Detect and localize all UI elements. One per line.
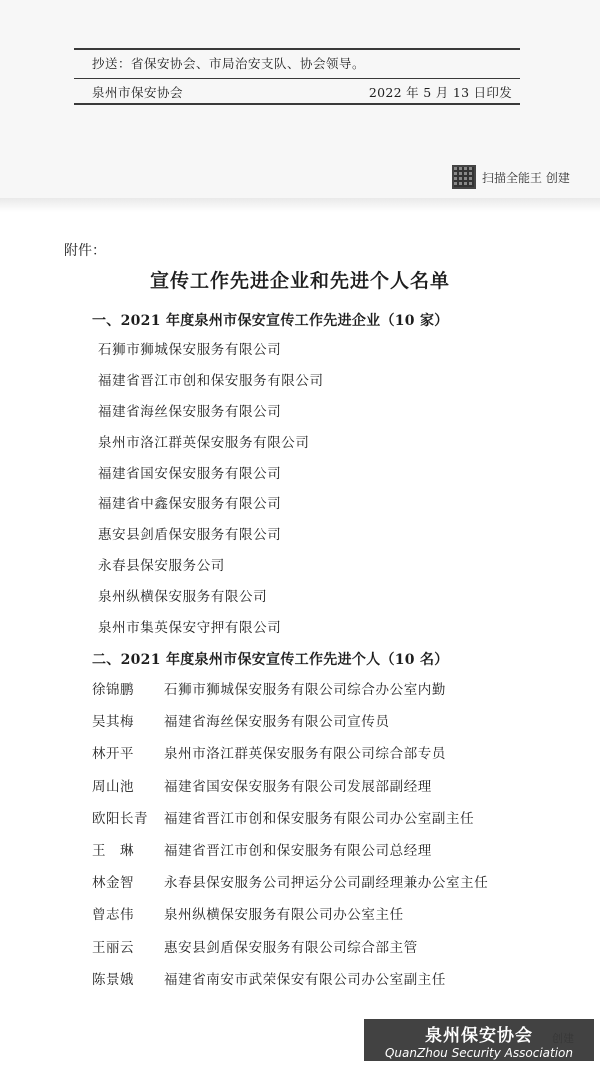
list-item (92, 938, 488, 970)
individual-list (92, 680, 488, 1002)
person-name: 林金智 (92, 875, 134, 892)
print-date: 2022 年 5 月 13 日印发 (368, 85, 512, 100)
person-title: 泉州市洛江群英保安服务有限公司综合部专员 (164, 746, 446, 763)
person-title: 福建省晋江市创和保安服务有限公司总经理 (164, 842, 432, 859)
section-heading-companies: 一、2021 年度泉州市保安宣传工作先进企业（10 家） (92, 313, 449, 329)
company-list (98, 340, 324, 649)
person-title: 福建省晋江市创和保安服务有限公司办公室副主任 (164, 810, 475, 827)
person-name: 吴其梅 (92, 714, 134, 731)
list-item (92, 970, 488, 1002)
watermark-chinese: 泉州保安协会 (425, 1026, 533, 1046)
bottom-rule (74, 103, 520, 105)
person-title: 福建省南安市武荣保安有限公司办公室副主任 (164, 971, 446, 988)
cc-line: 抄送：省保安协会、市局治安支队、协会领导。 (92, 56, 366, 71)
person-name: 曾志伟 (92, 907, 134, 924)
previous-page-footer (0, 0, 600, 200)
person-name: 周山池 (92, 778, 134, 795)
person-name: 陈景娥 (92, 971, 134, 988)
list-item (92, 777, 488, 809)
person-title: 福建省国安保安服务有限公司发展部副经理 (164, 778, 432, 795)
person-name: 林开平 (92, 746, 134, 763)
person-title: 石狮市狮城保安服务有限公司综合办公室内勤 (164, 682, 446, 698)
attachment-label: 附件： (64, 243, 106, 259)
list-item: 泉州纵横保安服务有限公司 (98, 589, 268, 606)
person-title: 惠安县剑盾保安服务有限公司综合部主管 (164, 939, 418, 956)
list-item (92, 873, 488, 905)
list-item: 福建省海丝保安服务有限公司 (98, 403, 282, 420)
list-item (92, 905, 488, 937)
issuer-name: 泉州市保安协会 (92, 85, 184, 100)
person-name: 徐锦鹏 (92, 682, 134, 698)
qr-code-icon (452, 165, 476, 189)
list-item: 石狮市狮城保安服务有限公司 (98, 342, 282, 358)
section-heading-individuals: 二、2021 年度泉州市保安宣传工作先进个人（10 名） (92, 652, 449, 668)
person-title: 永春县保安服务公司押运分公司副经理兼办公室主任 (164, 875, 489, 892)
list-item: 永春县保安服务公司 (98, 558, 225, 575)
list-item: 泉州市集英保安守押有限公司 (98, 620, 282, 637)
document-title: 宣传工作先进企业和先进个人名单 (149, 270, 450, 292)
list-item: 福建省晋江市创和保安服务有限公司 (98, 372, 324, 389)
person-title: 泉州纵横保安服务有限公司办公室主任 (164, 907, 404, 924)
list-item (92, 744, 488, 776)
person-name: 欧阳长青 (92, 810, 148, 827)
person-name: 王丽云 (92, 939, 134, 956)
list-item: 泉州市洛江群英保安服务有限公司 (98, 434, 310, 451)
page-separator (0, 198, 600, 212)
list-item (92, 712, 488, 744)
list-item: 惠安县剑盾保安服务有限公司 (98, 527, 282, 544)
person-title: 福建省海丝保安服务有限公司宣传员 (164, 714, 390, 731)
list-item: 福建省国安保安服务有限公司 (98, 465, 282, 482)
watermark-english: QuanZhou Security Association (384, 1046, 573, 1060)
list-item (92, 680, 488, 712)
person-name: 王 琳 (92, 842, 134, 859)
watermark-logo (364, 1019, 594, 1061)
middle-rule (74, 78, 520, 79)
scanner-label: 扫描全能王 创建 (482, 170, 570, 185)
top-rule (74, 48, 520, 50)
list-item: 福建省中鑫保安服务有限公司 (98, 496, 282, 513)
scanner-stamp (452, 165, 570, 189)
list-item (92, 841, 488, 873)
list-item (92, 809, 488, 841)
